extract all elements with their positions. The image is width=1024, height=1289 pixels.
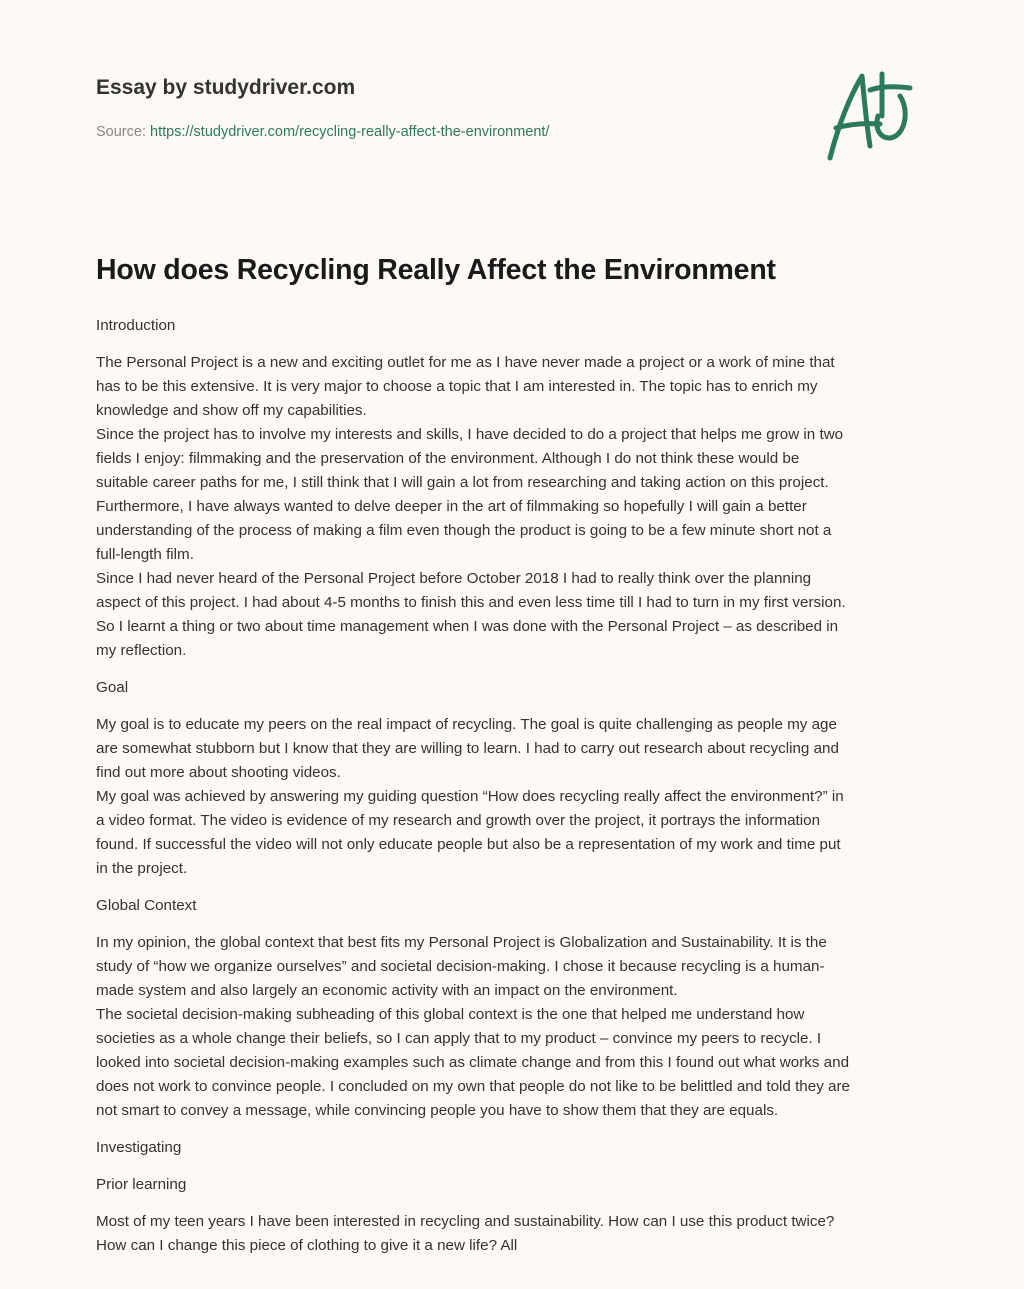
source-line (96, 124, 549, 140)
paragraph-line: find out more about shooting videos. (96, 764, 341, 781)
paragraph-line: Furthermore, I have always wanted to delve deeper in the art of filmmaking so hopefully I will gain a better (96, 498, 807, 515)
section-heading: Prior learning (96, 1176, 187, 1193)
paragraph-line: my reflection. (96, 642, 187, 659)
paragraph (96, 931, 936, 1123)
paragraph-line: full-length film. (96, 546, 194, 563)
paragraph-line: knowledge and show off my capabilities. (96, 402, 367, 419)
section-heading: Investigating (96, 1139, 182, 1156)
paragraph-line: In my opinion, the global context that best fits my Personal Project is Globalization and Sustainability. It is the (96, 934, 827, 951)
paragraph-line: understanding of the process of making a film even though the product is going to be a few minute short not a (96, 522, 832, 539)
essay-title: How does Recycling Really Affect the Environment (96, 254, 776, 286)
paragraph-line: aspect of this project. I had about 4-5 months to finish this and even less time till I had to turn in my first version. (96, 594, 846, 611)
paragraph-line: not smart to convey a message, while convincing people you have to show them that they are equals. (96, 1102, 779, 1119)
paragraph (96, 351, 936, 663)
section-heading: Goal (96, 679, 129, 696)
section-heading: Introduction (96, 317, 176, 334)
paragraph-line: looked into societal decision-making examples such as climate change and from this I found out what works and (96, 1054, 850, 1071)
paragraph-line: Most of my teen years I have been interested in recycling and sustainability. How can I use this product twice? (96, 1213, 835, 1230)
paragraph-line: Since the project has to involve my interests and skills, I have decided to do a project that helps me grow in two (96, 426, 844, 443)
paragraph-line: How can I change this piece of clothing to give it a new life? All (96, 1237, 518, 1254)
paragraph-line: fields I enjoy: filmmaking and the preservation of the environment. Although I do not think these would be (96, 450, 800, 467)
paragraph-line: study of “how we organize ourselves” and societal decision-making. I chose it because recycling is a human- (96, 958, 825, 975)
essay-body (96, 314, 936, 1271)
paragraph-line: The Personal Project is a new and exciting outlet for me as I have never made a project or a work of mine that (96, 354, 835, 371)
paragraph-line: made system and also largely an economic activity with an impact on the environment. (96, 982, 678, 999)
paragraph-line: has to be this extensive. It is very major to choose a topic that I am interested in. The topic has to enrich my (96, 378, 818, 395)
paragraph-line: My goal is to educate my peers on the real impact of recycling. The goal is quite challenging as people my age (96, 716, 837, 733)
paragraph-line: in the project. (96, 860, 188, 877)
paragraph (96, 1210, 936, 1258)
section-heading: Global Context (96, 897, 197, 914)
brand-title: Essay by studydriver.com (96, 76, 356, 99)
paragraph-line: Since I had never heard of the Personal Project before October 2018 I had to really think over the planning (96, 570, 812, 587)
paragraph-line: does not work to convince people. I concluded on my own that people do not like to be belittled and told they are (96, 1078, 850, 1095)
paragraph (96, 713, 936, 881)
paragraph-line: found. If successful the video will not only educate people but also be a representation of my work and time put (96, 836, 841, 853)
source-label: Source: (96, 124, 146, 140)
paragraph-line: The societal decision-making subheading of this global context is the one that helped me understand how (96, 1006, 805, 1023)
paragraph-line: are somewhat stubborn but I know that they are willing to learn. I had to carry out research about recycling and (96, 740, 839, 757)
paragraph-line: a video format. The video is evidence of my research and growth over the project, it portrays the information (96, 812, 821, 829)
a-plus-logo-icon (820, 66, 930, 166)
source-link[interactable]: https://studydriver.com/recycling-really-affect-the-environment/ (150, 124, 550, 140)
paragraph-line: societies as a whole change their beliefs, so I can apply that to my product – convince my peers to recycle. I (96, 1030, 822, 1047)
paragraph-line: My goal was achieved by answering my guiding question “How does recycling really affect the environment?” in (96, 788, 844, 805)
paragraph-line: So I learnt a thing or two about time management when I was done with the Personal Project – as described in (96, 618, 839, 635)
paragraph-line: suitable career paths for me, I still think that I will gain a lot from researching and taking action on this project. (96, 474, 829, 491)
